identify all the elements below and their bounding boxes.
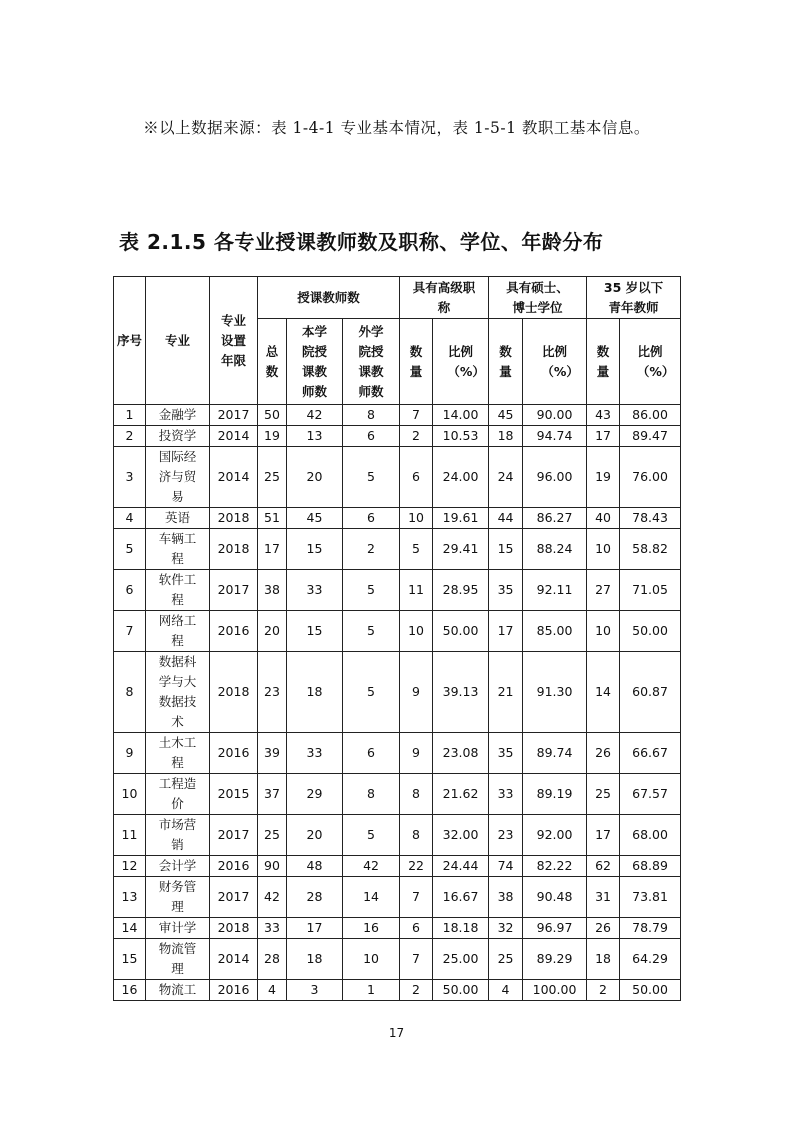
cell-sen-p: 16.67 (433, 877, 489, 918)
table-row (114, 570, 681, 611)
header-years: 专业设置年限 (210, 277, 258, 405)
cell-seq: 8 (114, 652, 146, 733)
cell-total: 37 (258, 774, 287, 815)
cell-sen-n: 9 (400, 733, 433, 774)
cell-major: 会计学 (146, 856, 210, 877)
cell-internal: 15 (287, 611, 343, 652)
cell-yng-p: 58.82 (620, 529, 681, 570)
cell-major: 市场营销 (146, 815, 210, 856)
source-note: ※以上数据来源：表 1-4-1 专业基本情况，表 1-5-1 教职工基本信息。 (143, 119, 650, 137)
cell-sen-n: 5 (400, 529, 433, 570)
header-senior: 具有高级职称 (400, 277, 489, 319)
cell-external: 2 (343, 529, 400, 570)
cell-internal: 42 (287, 405, 343, 426)
cell-yng-n: 17 (587, 426, 620, 447)
cell-yng-p: 50.00 (620, 611, 681, 652)
cell-deg-n: 32 (489, 918, 523, 939)
cell-year: 2016 (210, 856, 258, 877)
cell-major: 国际经济与贸易 (146, 447, 210, 508)
cell-deg-p: 85.00 (523, 611, 587, 652)
cell-external: 5 (343, 447, 400, 508)
cell-deg-n: 74 (489, 856, 523, 877)
cell-total: 42 (258, 877, 287, 918)
cell-year: 2018 (210, 652, 258, 733)
cell-yng-p: 78.79 (620, 918, 681, 939)
header-young: 35 岁以下青年教师 (587, 277, 681, 319)
cell-external: 6 (343, 426, 400, 447)
cell-major: 投资学 (146, 426, 210, 447)
table-row (114, 508, 681, 529)
cell-year: 2014 (210, 447, 258, 508)
header-degree: 具有硕士、博士学位 (489, 277, 587, 319)
table-row (114, 774, 681, 815)
cell-year: 2016 (210, 980, 258, 1001)
cell-sen-n: 2 (400, 980, 433, 1001)
cell-external: 10 (343, 939, 400, 980)
cell-sen-p: 14.00 (433, 405, 489, 426)
cell-external: 14 (343, 877, 400, 918)
cell-external: 5 (343, 570, 400, 611)
cell-deg-p: 94.74 (523, 426, 587, 447)
cell-external: 5 (343, 611, 400, 652)
cell-seq: 13 (114, 877, 146, 918)
cell-seq: 9 (114, 733, 146, 774)
cell-major: 财务管理 (146, 877, 210, 918)
table-row (114, 529, 681, 570)
cell-seq: 16 (114, 980, 146, 1001)
cell-sen-p: 24.44 (433, 856, 489, 877)
table-row (114, 877, 681, 918)
cell-total: 90 (258, 856, 287, 877)
cell-major: 土木工程 (146, 733, 210, 774)
table-row (114, 856, 681, 877)
cell-deg-n: 38 (489, 877, 523, 918)
cell-seq: 14 (114, 918, 146, 939)
cell-sen-n: 8 (400, 815, 433, 856)
cell-sen-p: 50.00 (433, 611, 489, 652)
header-external: 外学院授课教师数 (343, 319, 400, 405)
table-title: 表 2.1.5 各专业授课教师数及职称、学位、年龄分布 (119, 230, 604, 254)
cell-sen-p: 25.00 (433, 939, 489, 980)
cell-yng-p: 78.43 (620, 508, 681, 529)
table-row (114, 405, 681, 426)
cell-sen-p: 39.13 (433, 652, 489, 733)
cell-year: 2014 (210, 426, 258, 447)
header-degree-count: 数量 (489, 319, 523, 405)
cell-year: 2018 (210, 529, 258, 570)
cell-sen-n: 2 (400, 426, 433, 447)
cell-sen-p: 21.62 (433, 774, 489, 815)
cell-deg-n: 35 (489, 733, 523, 774)
cell-seq: 5 (114, 529, 146, 570)
cell-sen-n: 8 (400, 774, 433, 815)
cell-internal: 18 (287, 652, 343, 733)
cell-external: 8 (343, 405, 400, 426)
cell-yng-p: 68.00 (620, 815, 681, 856)
header-senior-ratio: 比例（%） (433, 319, 489, 405)
cell-deg-p: 88.24 (523, 529, 587, 570)
cell-sen-p: 18.18 (433, 918, 489, 939)
cell-sen-p: 29.41 (433, 529, 489, 570)
cell-deg-n: 4 (489, 980, 523, 1001)
cell-deg-p: 96.97 (523, 918, 587, 939)
cell-total: 20 (258, 611, 287, 652)
header-young-ratio: 比例（%） (620, 319, 681, 405)
cell-yng-n: 18 (587, 939, 620, 980)
cell-total: 51 (258, 508, 287, 529)
cell-major: 物流管理 (146, 939, 210, 980)
cell-yng-p: 76.00 (620, 447, 681, 508)
cell-total: 19 (258, 426, 287, 447)
cell-deg-n: 25 (489, 939, 523, 980)
cell-deg-p: 91.30 (523, 652, 587, 733)
cell-deg-p: 89.74 (523, 733, 587, 774)
cell-external: 5 (343, 652, 400, 733)
cell-major: 车辆工程 (146, 529, 210, 570)
cell-deg-p: 86.27 (523, 508, 587, 529)
cell-total: 33 (258, 918, 287, 939)
page-number: 17 (388, 1026, 405, 1040)
cell-yng-n: 14 (587, 652, 620, 733)
cell-sen-p: 50.00 (433, 980, 489, 1001)
cell-yng-n: 25 (587, 774, 620, 815)
header-major: 专业 (146, 277, 210, 405)
cell-deg-n: 17 (489, 611, 523, 652)
cell-major: 软件工程 (146, 570, 210, 611)
cell-deg-n: 15 (489, 529, 523, 570)
cell-yng-p: 89.47 (620, 426, 681, 447)
cell-sen-n: 11 (400, 570, 433, 611)
cell-seq: 15 (114, 939, 146, 980)
cell-seq: 6 (114, 570, 146, 611)
cell-yng-n: 31 (587, 877, 620, 918)
cell-external: 16 (343, 918, 400, 939)
cell-deg-n: 21 (489, 652, 523, 733)
header-young-count: 数量 (587, 319, 620, 405)
cell-yng-n: 40 (587, 508, 620, 529)
cell-sen-n: 22 (400, 856, 433, 877)
cell-internal: 18 (287, 939, 343, 980)
cell-internal: 15 (287, 529, 343, 570)
cell-major: 网络工程 (146, 611, 210, 652)
table-row (114, 815, 681, 856)
cell-internal: 33 (287, 570, 343, 611)
cell-year: 2015 (210, 774, 258, 815)
cell-year: 2017 (210, 405, 258, 426)
header-degree-ratio: 比例（%） (523, 319, 587, 405)
cell-external: 42 (343, 856, 400, 877)
cell-seq: 1 (114, 405, 146, 426)
cell-deg-p: 90.00 (523, 405, 587, 426)
cell-internal: 45 (287, 508, 343, 529)
cell-major: 英语 (146, 508, 210, 529)
cell-major: 物流工 (146, 980, 210, 1001)
cell-internal: 13 (287, 426, 343, 447)
cell-yng-n: 10 (587, 611, 620, 652)
cell-internal: 48 (287, 856, 343, 877)
table-row (114, 939, 681, 980)
cell-internal: 17 (287, 918, 343, 939)
faculty-table (113, 276, 681, 1001)
cell-total: 25 (258, 447, 287, 508)
cell-seq: 4 (114, 508, 146, 529)
table-row (114, 918, 681, 939)
cell-total: 23 (258, 652, 287, 733)
cell-external: 6 (343, 508, 400, 529)
cell-year: 2018 (210, 508, 258, 529)
cell-seq: 7 (114, 611, 146, 652)
cell-deg-n: 18 (489, 426, 523, 447)
cell-total: 17 (258, 529, 287, 570)
cell-seq: 2 (114, 426, 146, 447)
cell-deg-n: 23 (489, 815, 523, 856)
cell-year: 2018 (210, 918, 258, 939)
cell-total: 38 (258, 570, 287, 611)
table-row (114, 652, 681, 733)
cell-sen-p: 32.00 (433, 815, 489, 856)
cell-deg-p: 96.00 (523, 447, 587, 508)
table-row (114, 611, 681, 652)
cell-internal: 33 (287, 733, 343, 774)
cell-sen-n: 9 (400, 652, 433, 733)
table-row (114, 980, 681, 1001)
cell-major: 数据科学与大数据技术 (146, 652, 210, 733)
cell-yng-n: 19 (587, 447, 620, 508)
cell-seq: 3 (114, 447, 146, 508)
cell-deg-p: 92.11 (523, 570, 587, 611)
cell-internal: 20 (287, 447, 343, 508)
cell-total: 39 (258, 733, 287, 774)
table-row (114, 733, 681, 774)
cell-sen-p: 23.08 (433, 733, 489, 774)
cell-year: 2016 (210, 733, 258, 774)
cell-total: 28 (258, 939, 287, 980)
cell-sen-n: 7 (400, 939, 433, 980)
cell-total: 25 (258, 815, 287, 856)
cell-yng-n: 43 (587, 405, 620, 426)
cell-year: 2017 (210, 570, 258, 611)
cell-year: 2017 (210, 877, 258, 918)
cell-deg-p: 82.22 (523, 856, 587, 877)
cell-yng-n: 2 (587, 980, 620, 1001)
cell-sen-n: 10 (400, 508, 433, 529)
cell-major: 金融学 (146, 405, 210, 426)
cell-yng-n: 17 (587, 815, 620, 856)
header-seq: 序号 (114, 277, 146, 405)
cell-seq: 10 (114, 774, 146, 815)
cell-deg-p: 100.00 (523, 980, 587, 1001)
header-senior-count: 数量 (400, 319, 433, 405)
cell-yng-p: 71.05 (620, 570, 681, 611)
cell-total: 4 (258, 980, 287, 1001)
cell-sen-p: 28.95 (433, 570, 489, 611)
cell-major: 审计学 (146, 918, 210, 939)
cell-deg-n: 33 (489, 774, 523, 815)
cell-deg-p: 89.29 (523, 939, 587, 980)
cell-yng-p: 67.57 (620, 774, 681, 815)
cell-major: 工程造价 (146, 774, 210, 815)
cell-yng-p: 50.00 (620, 980, 681, 1001)
cell-deg-p: 90.48 (523, 877, 587, 918)
cell-yng-n: 62 (587, 856, 620, 877)
cell-sen-n: 7 (400, 405, 433, 426)
cell-yng-n: 27 (587, 570, 620, 611)
cell-sen-n: 7 (400, 877, 433, 918)
cell-internal: 29 (287, 774, 343, 815)
cell-yng-p: 86.00 (620, 405, 681, 426)
cell-sen-p: 19.61 (433, 508, 489, 529)
cell-yng-p: 64.29 (620, 939, 681, 980)
cell-yng-p: 73.81 (620, 877, 681, 918)
cell-sen-p: 10.53 (433, 426, 489, 447)
cell-external: 6 (343, 733, 400, 774)
cell-deg-p: 89.19 (523, 774, 587, 815)
cell-internal: 28 (287, 877, 343, 918)
cell-yng-p: 60.87 (620, 652, 681, 733)
cell-year: 2014 (210, 939, 258, 980)
cell-deg-n: 35 (489, 570, 523, 611)
cell-year: 2016 (210, 611, 258, 652)
cell-internal: 3 (287, 980, 343, 1001)
table-row (114, 447, 681, 508)
cell-external: 8 (343, 774, 400, 815)
cell-external: 1 (343, 980, 400, 1001)
cell-year: 2017 (210, 815, 258, 856)
header-total: 总数 (258, 319, 287, 405)
cell-yng-n: 10 (587, 529, 620, 570)
cell-yng-n: 26 (587, 918, 620, 939)
cell-deg-p: 92.00 (523, 815, 587, 856)
cell-total: 50 (258, 405, 287, 426)
cell-sen-p: 24.00 (433, 447, 489, 508)
cell-yng-n: 26 (587, 733, 620, 774)
cell-deg-n: 44 (489, 508, 523, 529)
cell-yng-p: 68.89 (620, 856, 681, 877)
cell-sen-n: 6 (400, 447, 433, 508)
cell-internal: 20 (287, 815, 343, 856)
cell-deg-n: 24 (489, 447, 523, 508)
header-teachers: 授课教师数 (258, 277, 400, 319)
cell-deg-n: 45 (489, 405, 523, 426)
cell-sen-n: 6 (400, 918, 433, 939)
cell-seq: 11 (114, 815, 146, 856)
cell-yng-p: 66.67 (620, 733, 681, 774)
table-row (114, 426, 681, 447)
header-internal: 本学院授课教师数 (287, 319, 343, 405)
cell-sen-n: 10 (400, 611, 433, 652)
cell-external: 5 (343, 815, 400, 856)
cell-seq: 12 (114, 856, 146, 877)
